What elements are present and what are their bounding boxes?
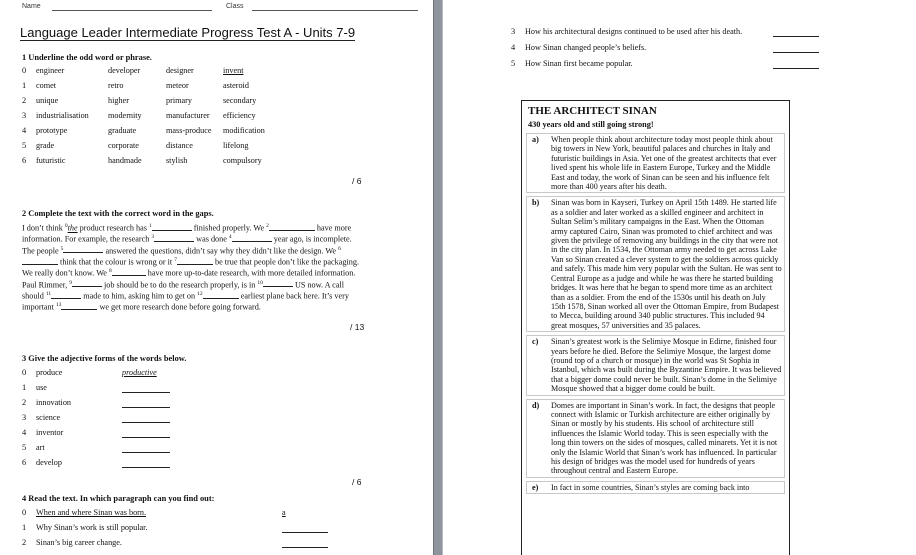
- article-paragraph-text: Sinan’s greatest work is the Selimiye Mosque in Edirne, finished four years before he died. Before the Selimiye Mosque, the largest dome (round top of a church or mosque) in the world was St Sophia in Istanbul, which was built during the Byzantine Empire. It was believed that a bigger dome could never be built. Sinan’s dome in the Selimiye Mosque showed that a bigger dome could be built.: [551, 337, 782, 394]
- q4-row-number: 4: [511, 43, 516, 52]
- q3-row-number: 2: [22, 398, 27, 407]
- q2-gap-number: 11: [45, 290, 52, 297]
- article-paragraph: [526, 196, 785, 332]
- q2-gap-number: 10: [257, 279, 263, 286]
- q1-word-option[interactable]: compulsory: [223, 156, 262, 165]
- article-paragraph: [526, 133, 785, 193]
- q4-answer-blank[interactable]: [282, 532, 328, 533]
- q3-base-word: innovation: [36, 398, 72, 407]
- q1-score: / 6: [352, 176, 362, 186]
- article-paragraph-letter: a): [532, 135, 539, 144]
- q4-question-text: Sinan’s big career change.: [36, 538, 122, 547]
- q1-word-option[interactable]: lifelong: [223, 141, 249, 150]
- q4-heading: 4 Read the text. In which paragraph can you find out:: [22, 494, 215, 503]
- q3-base-word: develop: [36, 458, 62, 467]
- q3-row-number: 0: [22, 368, 27, 377]
- q1-word-option[interactable]: unique: [36, 96, 59, 105]
- q2-gap-number: 12: [197, 290, 203, 297]
- class-label: Class: [226, 3, 244, 10]
- q2-gap-text: [22, 222, 362, 313]
- q1-word-option[interactable]: graduate: [108, 126, 137, 135]
- q1-row-number: 6: [22, 156, 27, 165]
- q1-heading: 1 Underline the odd word or phrase.: [22, 53, 152, 62]
- q4-question-text: When and where Sinan was born.: [36, 508, 147, 517]
- q3-row-number: 1: [22, 383, 27, 392]
- q3-example-answer: productive: [122, 368, 157, 377]
- q1-word-option[interactable]: comet: [36, 81, 57, 90]
- q4-question-text: How Sinan first became popular.: [525, 59, 633, 68]
- q1-word-option[interactable]: distance: [166, 141, 193, 150]
- q2-score: / 13: [350, 322, 365, 332]
- q2-gap-number: 3: [151, 234, 155, 241]
- q4-question-text: How Sinan changed people’s beliefs.: [525, 43, 647, 52]
- q1-word-option[interactable]: mass-produce: [166, 126, 212, 135]
- q3-row-number: 3: [22, 413, 27, 422]
- q3-answer-blank[interactable]: [122, 437, 170, 438]
- q2-example-answer: the: [67, 223, 78, 233]
- q3-heading: 3 Give the adjective forms of the words below.: [22, 354, 187, 363]
- q1-word-option[interactable]: futuristic: [36, 156, 66, 165]
- q1-word-option[interactable]: grade: [36, 141, 55, 150]
- q3-base-word: art: [36, 443, 45, 452]
- q3-answer-blank[interactable]: [122, 392, 170, 393]
- q3-base-word: use: [36, 383, 47, 392]
- left-page: [0, 0, 433, 555]
- q2-gap-number: 4: [228, 234, 232, 241]
- q2-text-run: product research has: [77, 223, 149, 233]
- article-box: [521, 100, 790, 555]
- q4-answer-blank[interactable]: [773, 52, 819, 53]
- class-field-line[interactable]: [252, 10, 418, 11]
- q2-text-run: earliest plane back here. It’s very important: [22, 291, 349, 313]
- q4-question-text: Why Sinan’s work is still popular.: [36, 523, 148, 532]
- q1-word-option[interactable]: higher: [108, 96, 129, 105]
- q4-row-number: 1: [22, 523, 27, 532]
- q1-word-option[interactable]: efficiency: [223, 111, 256, 120]
- q2-gap-number: 13: [55, 302, 62, 309]
- q3-score: / 6: [352, 477, 362, 487]
- q2-text-run: be true that people don’t like the packaging. We really don’t know. We: [22, 257, 359, 279]
- q2-gap-number: 2: [266, 223, 269, 229]
- q1-word-option[interactable]: secondary: [223, 96, 257, 105]
- q2-gap-blank[interactable]: [22, 257, 58, 265]
- q2-text-run: think that the colour is wrong or it: [58, 257, 175, 267]
- article-paragraphs: [526, 133, 785, 494]
- q3-base-word: produce: [36, 368, 63, 377]
- q4-answer-blank[interactable]: [773, 36, 819, 37]
- q2-text-run: we get more research done before going forward.: [97, 303, 261, 313]
- q2-text-run: finished properly. We: [191, 223, 267, 233]
- q2-gap-blank[interactable]: [112, 268, 146, 276]
- q2-gap-number: 0: [64, 223, 68, 229]
- q1-word-option[interactable]: developer: [108, 66, 141, 75]
- q2-gap-number: 8: [108, 268, 112, 275]
- article-paragraph: [526, 399, 785, 478]
- q3-row-number: 5: [22, 443, 27, 452]
- q2-text-run: was done: [194, 235, 229, 245]
- q2-text-run: job should be to do the research properly, is in: [101, 280, 258, 290]
- q2-gap-blank[interactable]: [269, 223, 315, 231]
- q4-row-number: 5: [511, 59, 516, 68]
- q1-word-option[interactable]: handmade: [108, 156, 142, 165]
- q2-gap-number: 5: [60, 245, 64, 252]
- article-title: THE ARCHITECT SINAN: [528, 105, 657, 117]
- q1-word-option[interactable]: primary: [166, 96, 192, 105]
- q2-gap-blank[interactable]: [203, 291, 239, 299]
- q1-word-option[interactable]: meteor: [166, 81, 189, 90]
- article-paragraph: [526, 335, 785, 395]
- name-field-line[interactable]: [52, 10, 212, 11]
- q2-gap-blank[interactable]: [232, 234, 272, 242]
- q2-gap-blank[interactable]: [60, 245, 103, 253]
- q2-text-run: answered the questions, didn’t say why they didn’t like the design. We: [103, 246, 339, 256]
- article-paragraph-letter: d): [532, 400, 540, 410]
- q4-question-text: How his architectural designs continued to be used after his death.: [525, 27, 743, 36]
- q3-answer-blank[interactable]: [122, 407, 170, 408]
- q2-gap-number: 1: [149, 223, 152, 229]
- name-label: Name: [22, 3, 41, 10]
- q1-row-number: 1: [22, 81, 27, 90]
- q4-row-number: 3: [511, 27, 516, 36]
- q2-text-run: have more information. For example, the research: [22, 223, 352, 245]
- article-paragraph-letter: e): [532, 482, 539, 492]
- q4-answer-blank[interactable]: [282, 547, 328, 548]
- q4-row-number: 0: [22, 508, 27, 517]
- page-title-text: Language Leader Intermediate Progress Test A - Units 7-9: [20, 25, 356, 40]
- q4-row-number: 2: [22, 538, 27, 547]
- q3-answer-blank[interactable]: [122, 467, 170, 468]
- q1-row-number: 2: [22, 96, 27, 105]
- q1-word-option[interactable]: engineer: [36, 66, 65, 75]
- page-title: [20, 25, 355, 41]
- q2-gap-blank[interactable]: [154, 234, 194, 242]
- q2-text-run: year ago, is incomplete. The people: [22, 235, 352, 256]
- q2-gap-number: 7: [174, 256, 177, 263]
- q1-word-option[interactable]: corporate: [108, 141, 139, 150]
- article-subtitle: 430 years old and still going strong!: [528, 120, 654, 129]
- q1-row-number: 3: [22, 111, 27, 120]
- q2-text-run: US now. A call should: [22, 280, 344, 301]
- q1-row-number: 5: [22, 141, 27, 150]
- q2-text-run: have more up-to-date research, with more detailed information. Paul Rimmer,: [22, 269, 356, 290]
- q2-text-run: made to him, asking him to get on: [81, 291, 198, 301]
- q2-gap-blank[interactable]: [72, 279, 102, 287]
- q3-answer-blank[interactable]: [122, 422, 170, 423]
- article-paragraph-letter: b): [532, 198, 540, 208]
- q3-base-word: science: [36, 413, 61, 422]
- q1-word-option[interactable]: retro: [108, 81, 124, 90]
- q2-gap-number: 9: [69, 279, 72, 286]
- q1-word-option[interactable]: modernity: [108, 111, 142, 120]
- q3-base-word: inventor: [36, 428, 64, 437]
- q1-word-option[interactable]: asteroid: [223, 81, 249, 90]
- q1-row-number: 0: [22, 66, 27, 75]
- q2-gap-number: 6: [338, 245, 341, 252]
- article-paragraph: [526, 481, 785, 494]
- article-paragraph-text: In fact in some countries, Sinan’s styles are coming back into: [551, 482, 750, 492]
- q2-text-run: I don’t think: [22, 223, 65, 233]
- q2-heading: 2 Complete the text with the correct word in the gaps.: [22, 209, 214, 218]
- q1-row-number: 4: [22, 126, 27, 135]
- article-paragraph-text: Sinan was born in Kayseri, Turkey on April 15th 1489. He started life as a soldier and later worked as a skilled engineer and architect in Sultan Selim’s military campaigns in the East. When the Ottoman army captured Cairo, Sinan was promoted to chief architect and was given the privilege of removing any buildings in the city that were not in the city plan. In 1534, the Ottoman army needed to get across Lake Van so Sinan created a clever system to get the soldiers across quickly and safely. This made him very popular with the Sultan. He was sent to Central Europe as a judge and while he was there he started building bridges. It was here that he began to spend more time as an architect than as a soldier. From the end of the 1530s until his death on July 15th 1578, Sinan worked all over the Ottoman Empire, from Budapest to Mecca, building around 340 public structures. This included 94 great mosques, 57 universities and 35 palaces.: [551, 198, 782, 330]
- q3-row-number: 4: [22, 428, 27, 437]
- q1-word-option[interactable]: designer: [166, 66, 194, 75]
- q2-gap-blank[interactable]: [177, 257, 213, 265]
- q1-word-option[interactable]: stylish: [166, 156, 188, 165]
- article-paragraph-text: Domes are important in Sinan’s work. In fact, the designs that people connect with Islamic or Turkish architecture are either originally by Sinan or mostly by his students. His school of architecture still influences the Islamic World today. This is seen especially with the long thin towers on the sides of mosques, called minarets. Yet it is not only the Islamic World that Sinan’s work has influenced. In particular his design of bridges was the model used for hundreds of years throughout central and Eastern Europe.: [551, 400, 778, 476]
- page-gutter: [433, 0, 443, 555]
- q4-example-answer: a: [282, 508, 286, 517]
- q2-gap-blank[interactable]: [263, 279, 293, 287]
- right-page: [443, 0, 916, 555]
- article-paragraph-letter: c): [532, 337, 539, 347]
- q2-gap-blank[interactable]: [61, 302, 97, 310]
- q1-word-option[interactable]: industrialisation: [36, 111, 89, 120]
- q4-answer-blank[interactable]: [773, 68, 819, 69]
- q1-word-option[interactable]: modification: [223, 126, 265, 135]
- article-paragraph-text: When people think about architecture today most people think about big towers in New York, beautiful palaces and churches in Italy and futuristic buildings in Asia. Yet one of the greatest architects that ever lived spent his whole life in Eastern Europe, Turkey and the Middle East and today, the work of Sinan can be seen and his influence felt more than 400 years after his death.: [551, 135, 777, 192]
- q2-gap-blank[interactable]: [51, 291, 81, 299]
- q1-word-option[interactable]: manufacturer: [166, 111, 210, 120]
- q1-word-option[interactable]: prototype: [36, 126, 68, 135]
- q3-row-number: 6: [22, 458, 27, 467]
- q1-word-option[interactable]: invent: [223, 66, 244, 75]
- q2-gap-blank[interactable]: [152, 223, 192, 231]
- q3-answer-blank[interactable]: [122, 452, 170, 453]
